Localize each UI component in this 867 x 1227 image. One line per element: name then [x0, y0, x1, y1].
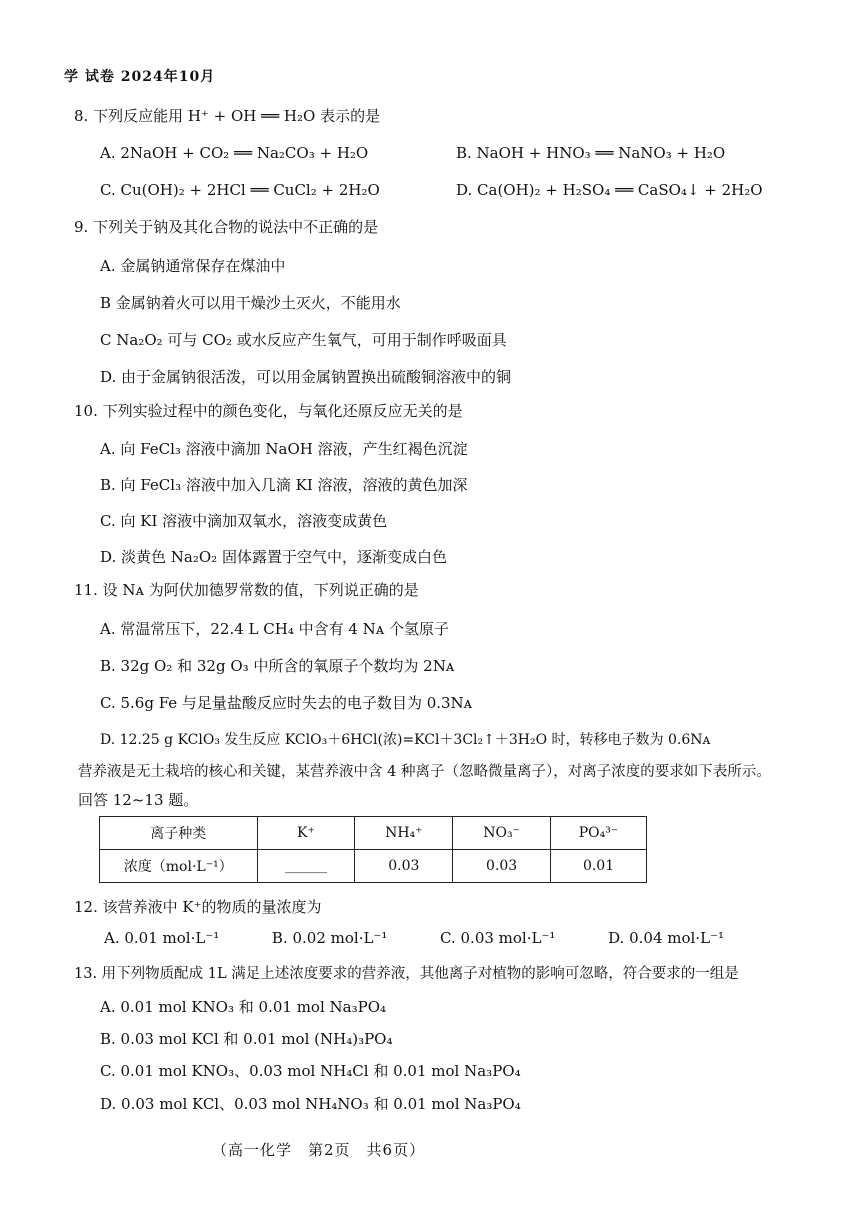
question-12-option-d: D. 0.04 mol·L⁻¹	[608, 929, 724, 947]
ion-concentration-table	[99, 816, 647, 883]
question-9-option-b: B 金属钠着火可以用干燥沙土灭火，不能用水	[100, 294, 401, 312]
question-9-stem: 9. 下列关于钠及其化合物的说法中不正确的是	[74, 218, 379, 236]
page-footer: （高一化学 第2页 共6页）	[212, 1141, 426, 1159]
table-header-cell: PO₄³⁻	[551, 817, 647, 850]
question-13-stem: 13. 用下列物质配成 1L 满足上述浓度要求的营养液，其他离子对植物的影响可忽略，符合要求的一组是	[74, 966, 739, 982]
question-8-option-d: D. Ca(OH)₂ + H₂SO₄ ══ CaSO₄↓ + 2H₂O	[456, 181, 763, 199]
question-8-option-b: B. NaOH + HNO₃ ══ NaNO₃ + H₂O	[456, 144, 726, 162]
intro-line-1: 营养液是无土栽培的核心和关键，某营养液中含 4 种离子（忽略微量离子），对离子浓度的要求如下表所示。	[78, 764, 771, 780]
table-cell: 0.03	[453, 850, 551, 883]
question-13-option-b: B. 0.03 mol KCl 和 0.01 mol (NH₄)₃PO₄	[100, 1030, 393, 1048]
question-11-stem: 11. 设 Nᴀ 为阿伏加德罗常数的值，下列说正确的是	[74, 581, 419, 599]
question-12-option-a: A. 0.01 mol·L⁻¹	[104, 929, 220, 947]
question-12-option-b: B. 0.02 mol·L⁻¹	[271, 929, 388, 947]
question-9-option-c: C Na₂O₂ 可与 CO₂ 或水反应产生氧气，可用于制作呼吸面具	[100, 331, 507, 349]
table-cell: 0.01	[551, 850, 647, 883]
question-9-option-d: D. 由于金属钠很活泼，可以用金属钠置换出硫酸铜溶液中的铜	[100, 368, 512, 386]
question-10-option-d: D. 淡黄色 Na₂O₂ 固体露置于空气中，逐渐变成白色	[100, 548, 447, 566]
question-12-options	[104, 929, 724, 947]
question-12-option-c: C. 0.03 mol·L⁻¹	[440, 929, 556, 947]
question-11-option-a: A. 常温常压下，22.4 L CH₄ 中含有 4 Nᴀ 个氢原子	[100, 620, 450, 638]
table-row	[100, 850, 647, 883]
table-cell-blank: ______	[257, 850, 355, 883]
question-10-stem: 10. 下列实验过程中的颜色变化，与氧化还原反应无关的是	[74, 402, 463, 420]
table-header-cell: K⁺	[257, 817, 355, 850]
page-header: 学 试卷 2024年10月	[64, 69, 216, 85]
table-header-cell: 离子种类	[100, 817, 258, 850]
question-8-option-a: A. 2NaOH + CO₂ ══ Na₂CO₃ + H₂O	[100, 144, 369, 162]
table-header-cell: NO₃⁻	[453, 817, 551, 850]
question-12-stem: 12. 该营养液中 K⁺的物质的量浓度为	[74, 898, 322, 916]
table-header-row	[100, 817, 647, 850]
question-9-option-a: A. 金属钠通常保存在煤油中	[100, 257, 286, 275]
intro-line-2: 回答 12~13 题。	[78, 791, 199, 809]
question-10-option-c: C. 向 KI 溶液中滴加双氧水，溶液变成黄色	[100, 512, 388, 530]
question-8-option-c: C. Cu(OH)₂ + 2HCl ══ CuCl₂ + 2H₂O	[100, 181, 380, 199]
question-8-stem: 8. 下列反应能用 H⁺ + OH ══ H₂O 表示的是	[74, 107, 381, 125]
question-11-option-c: C. 5.6g Fe 与足量盐酸反应时失去的电子数目为 0.3Nᴀ	[100, 694, 473, 712]
question-11-option-b: B. 32g O₂ 和 32g O₃ 中所含的氧原子个数均为 2Nᴀ	[100, 657, 455, 675]
table-header-cell: NH₄⁺	[355, 817, 453, 850]
table-cell: 浓度（mol·L⁻¹）	[100, 850, 258, 883]
question-10-option-b: B. 向 FeCl₃ 溶液中加入几滴 KI 溶液，溶液的黄色加深	[100, 476, 468, 494]
question-13-option-c: C. 0.01 mol KNO₃、0.03 mol NH₄Cl 和 0.01 mol Na₃PO₄	[100, 1062, 521, 1080]
question-13-option-a: A. 0.01 mol KNO₃ 和 0.01 mol Na₃PO₄	[100, 998, 387, 1016]
question-10-option-a: A. 向 FeCl₃ 溶液中滴加 NaOH 溶液，产生红褐色沉淀	[100, 440, 468, 458]
table-cell: 0.03	[355, 850, 453, 883]
question-13-option-d: D. 0.03 mol KCl、0.03 mol NH₄NO₃ 和 0.01 mol Na₃PO₄	[100, 1095, 521, 1113]
question-11-option-d: D. 12.25 g KClO₃ 发生反应 KClO₃＋6HCl(浓)=KCl＋3Cl₂↑＋3H₂O 时，转移电子数为 0.6Nᴀ	[100, 732, 711, 748]
